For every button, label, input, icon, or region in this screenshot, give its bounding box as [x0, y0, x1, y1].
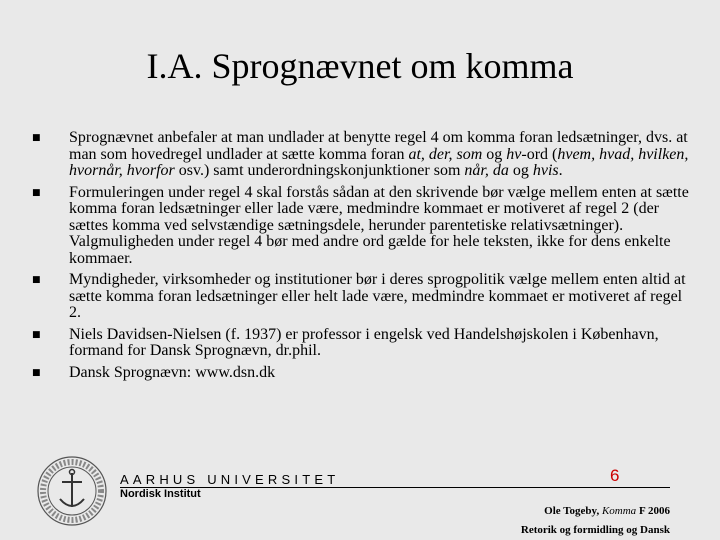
footer-divider — [120, 487, 670, 488]
bullet-text: . — [558, 162, 563, 179]
square-bullet-icon: ■ — [32, 367, 41, 378]
bullet-text-italic: hvem, hvad, hvilken, hvornår, hvorfor — [69, 145, 689, 179]
bullet-text-italic: at, der, som — [408, 145, 483, 163]
square-bullet-icon: ■ — [32, 133, 41, 143]
credit-year: F 2006 — [636, 505, 670, 517]
slide-title: I.A. Sprognævnet om komma — [146, 46, 574, 86]
bullet-item — [32, 365, 692, 382]
square-bullet-icon: ■ — [32, 187, 41, 198]
bullet-text: Dansk Sprognævn: www.dsn.dk — [69, 363, 276, 381]
credit-work: Komma — [601, 505, 637, 517]
university-name: AARHUS UNIVERSITET — [120, 472, 340, 487]
square-bullet-icon: ■ — [32, 329, 41, 340]
footer-credit — [521, 502, 670, 540]
bullet-text-italic: hv — [506, 145, 522, 163]
bullet-item — [32, 272, 692, 322]
credit-course: Retorik og formidling og Dansk — [520, 524, 670, 536]
aarhus-university-seal-icon — [36, 455, 108, 527]
bullet-item — [32, 185, 692, 268]
bullet-text: Niels Davidsen-Nielsen (f. 1937) er professor i engelsk ved Handelshøjskolen i København, formand for Dansk Sprognævn, dr.phil. — [69, 325, 659, 359]
credit-line-1 — [521, 502, 670, 521]
credit-author: Ole Togeby, — [544, 505, 602, 517]
bullet-item — [32, 130, 692, 180]
bullet-text: Sprognævnet anbefaler at man undlader at benytte regel 4 om komma foran ledsætninger, dvs. at man som hovedregel undlader at sætte komma foran — [69, 129, 688, 163]
page-number: 6 — [610, 466, 620, 485]
department-name: Nordisk Institut — [120, 488, 201, 500]
bullet-text: -ord ( — [521, 145, 558, 163]
bullet-text: og — [482, 145, 507, 163]
bullet-list — [32, 130, 692, 386]
bullet-text-italic: hvis — [532, 162, 559, 179]
bullet-text: Myndigheder, virksomheder og institutioner bør i deres sprogpolitik vælge mellem enten altid at sætte komma foran ledsætninger eller helt lade være, medmindre kommaet er motiveret af regel 2. — [69, 271, 686, 321]
bullet-text: og — [508, 162, 533, 179]
bullet-text: osv.) samt underordningskonjunktioner som — [174, 162, 465, 179]
bullet-item — [32, 327, 692, 360]
bullet-text-italic: når, da — [464, 162, 509, 179]
bullet-text: Formuleringen under regel 4 skal forstås sådan at den skrivende bør vælge mellem enten at sætte komma foran ledsætninger eller lade være, medmindre kommaet er motiveret af regel 2 (der sættes komma ved selvstændige sætningsdele, herunder parentetiske relativsætninger). Valgmuligheden under regel 4 bør med andre ord gælde for hele teksten, ikke for dens enkelte kommaer. — [69, 183, 689, 267]
square-bullet-icon: ■ — [32, 275, 41, 285]
